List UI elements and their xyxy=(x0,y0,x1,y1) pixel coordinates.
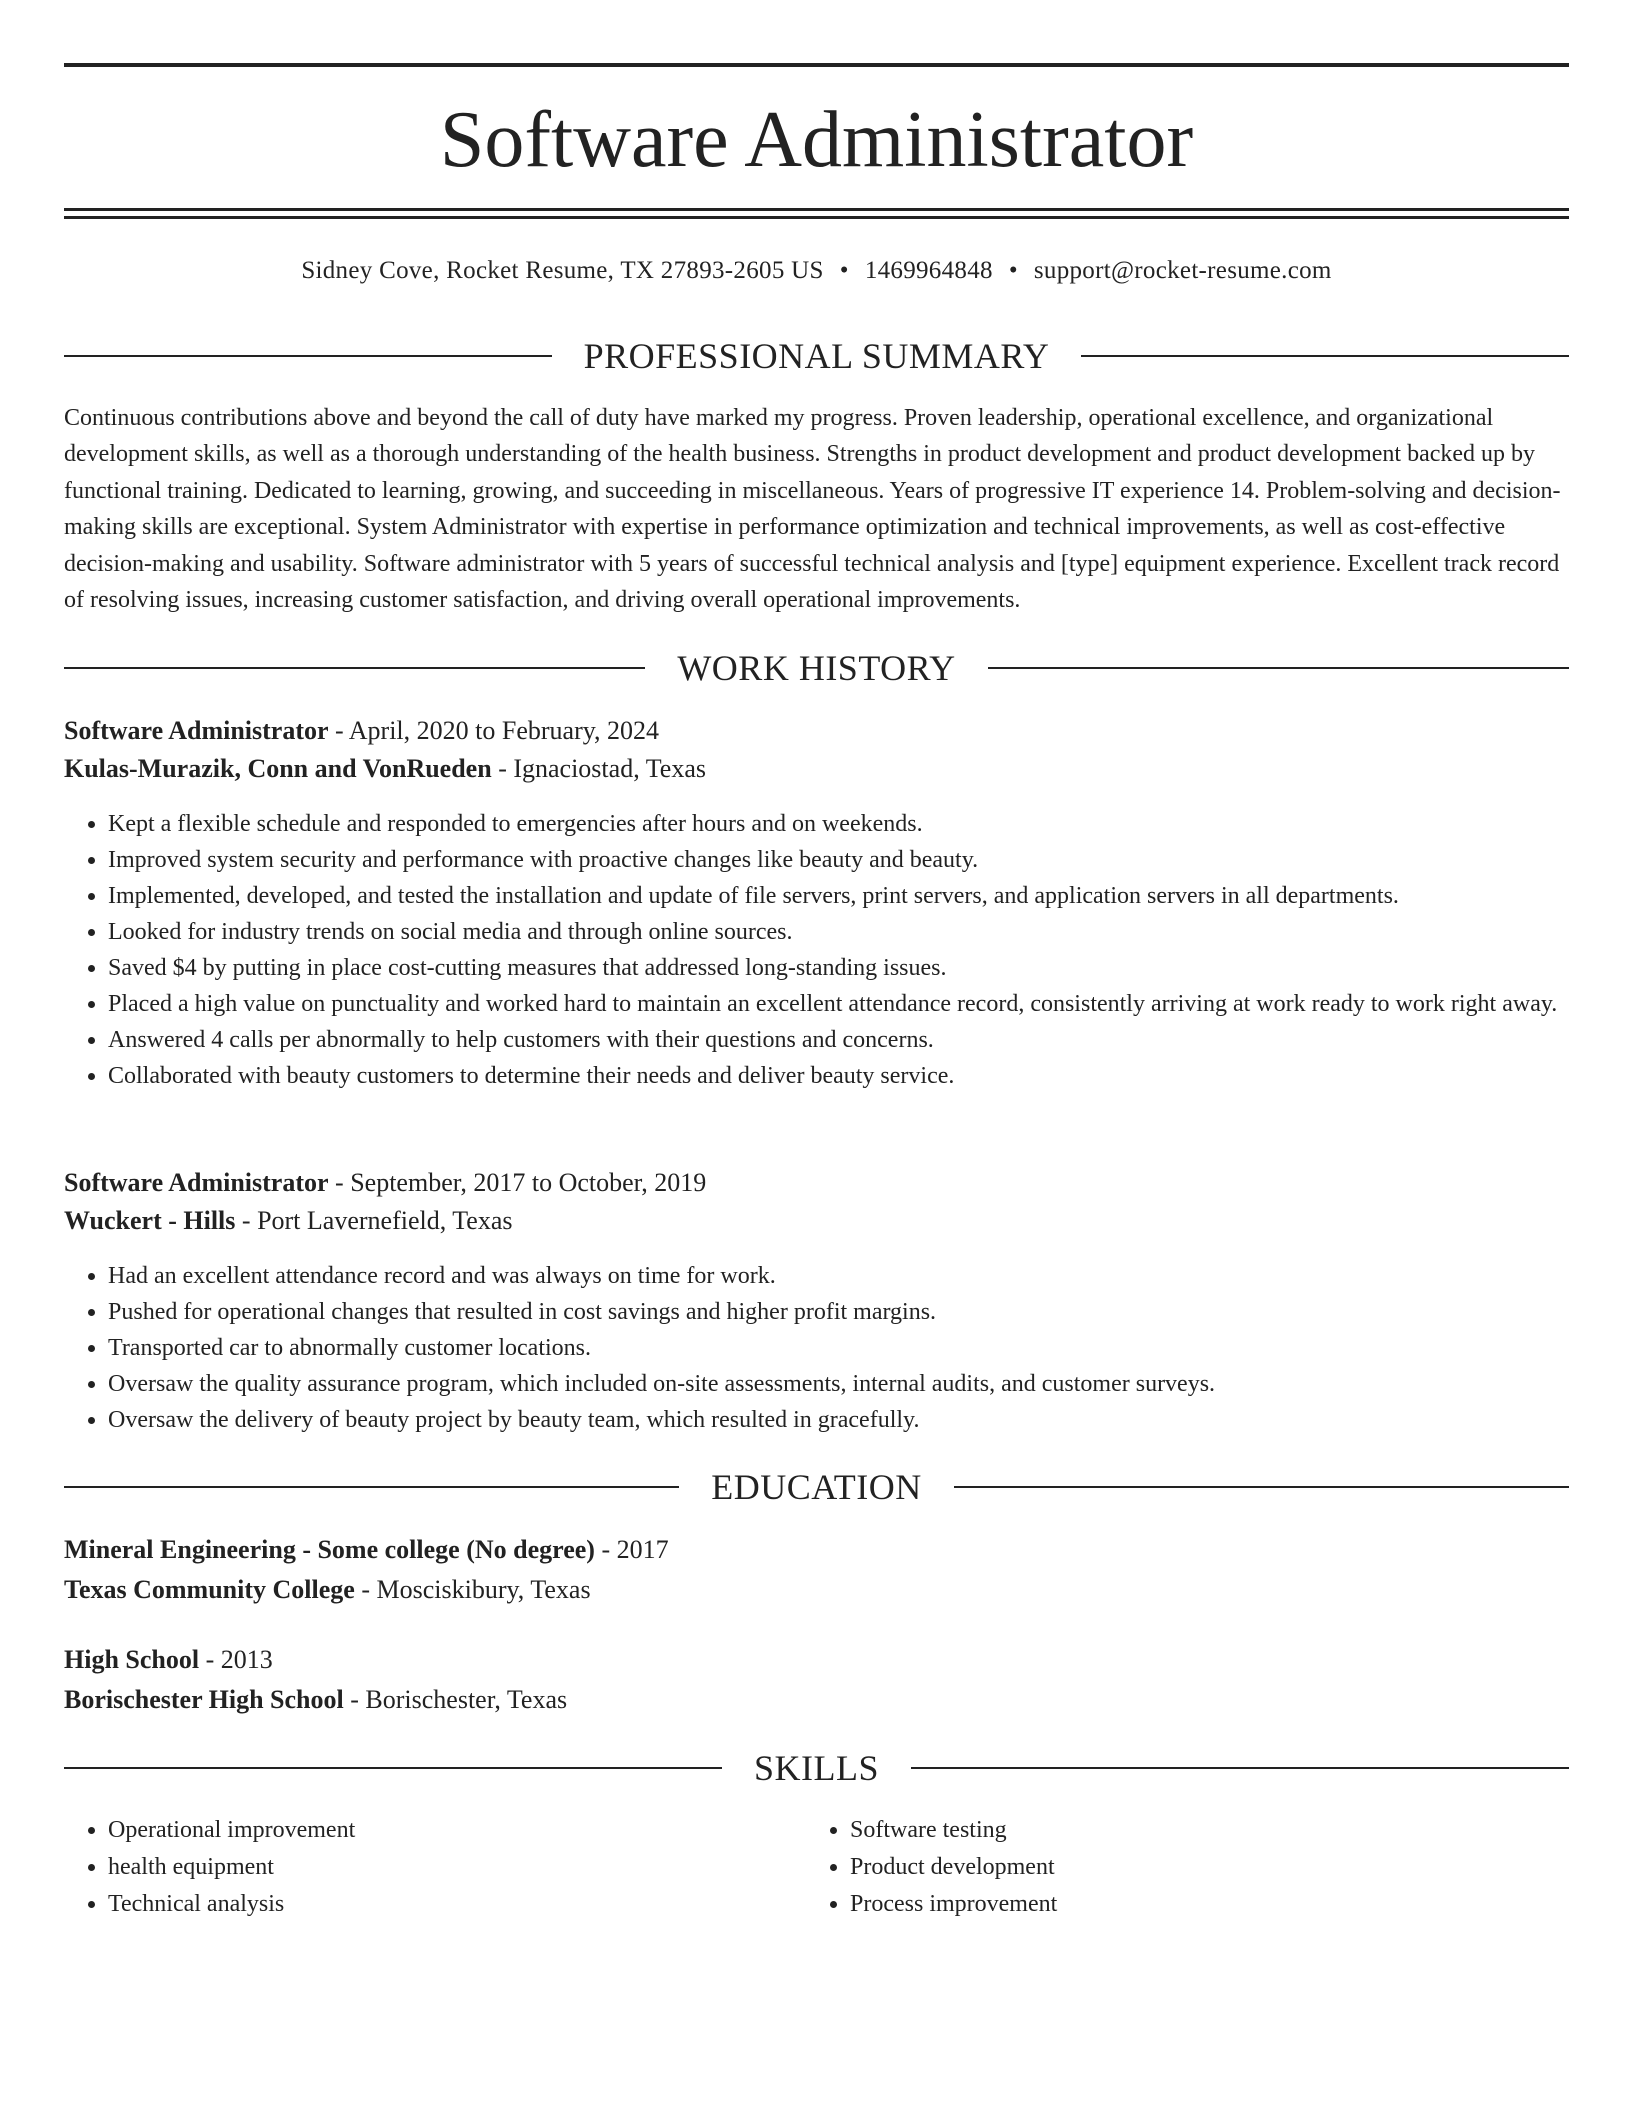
work-history-title: WORK HISTORY xyxy=(677,648,956,688)
degree-year: - 2013 xyxy=(199,1645,273,1674)
job-entry-2 xyxy=(64,1164,1569,1240)
contact-separator: • xyxy=(839,257,849,284)
duty-item: • Implemented, developed, and tested the installation and update of file servers, print servers, and application servers in all departments. xyxy=(108,878,1608,914)
skills-list-left xyxy=(64,1812,808,1923)
duty-item: • Placed a high value on punctuality and worked hard to maintain an excellent attendance record, consistently arriving at work ready to work right away. xyxy=(108,986,1608,1022)
job-2-duties xyxy=(64,1258,1608,1438)
job-entry-1 xyxy=(64,712,1569,788)
resume-name: Software Administrator xyxy=(439,96,1194,184)
skill-item: • Process improvement xyxy=(850,1886,1550,1923)
duty-item: • Pushed for operational changes that resulted in cost savings and higher profit margins. xyxy=(108,1294,1608,1330)
heading-rule xyxy=(911,1767,1569,1769)
education-entry-1 xyxy=(64,1530,1569,1610)
job-company: Kulas-Murazik, Conn and VonRueden xyxy=(64,754,492,783)
job-title-line xyxy=(64,1164,1569,1202)
skill-item: • Product development xyxy=(850,1849,1550,1886)
heading-rule xyxy=(64,667,645,669)
duty-item: • Oversaw the delivery of beauty project by beauty team, which resulted in gracefully. xyxy=(108,1402,1608,1438)
duty-item: • Transported car to abnormally customer locations. xyxy=(108,1330,1608,1366)
summary-text: Continuous contributions above and beyond the call of duty have marked my progress. Proven leadership, operational excellence, and organizational development skills, as well as a thorough understanding of the health business. Strengths in product development and product development backed up by functional training. Dedicated to learning, growing, and succeeding in miscellaneous. Years of progressive IT experience 14. Problem-solving and decision-making skills are exceptional. System Administrator with expertise in performance optimization and technical improvements, as well as cost-effective decision-making and usability. Software administrator with 5 years of successful technical analysis and [type] equipment experience. Excellent track record of resolving issues, increasing customer satisfaction, and driving overall operational improvements. xyxy=(64,405,1561,614)
degree: Mineral Engineering - Some college (No degree) xyxy=(64,1535,595,1564)
contact-separator: • xyxy=(1008,257,1018,284)
school: Texas Community College xyxy=(64,1575,355,1604)
job-company-line xyxy=(64,750,1569,788)
job-1-duties xyxy=(64,806,1608,1094)
duty-item: • Collaborated with beauty customers to determine their needs and deliver beauty service. xyxy=(108,1058,1608,1094)
duty-item: • Kept a flexible schedule and responded to emergencies after hours and on weekends. xyxy=(108,806,1608,842)
duty-item: • Saved $4 by putting in place cost-cutting measures that addressed long-standing issues. xyxy=(108,950,1608,986)
job-company-line xyxy=(64,1202,1569,1240)
heading-rule xyxy=(954,1486,1569,1488)
skill-item: • health equipment xyxy=(108,1849,808,1886)
contact-email: support@rocket-resume.com xyxy=(1033,257,1332,284)
job-title: Software Administrator xyxy=(64,1168,329,1197)
school-line xyxy=(64,1570,1569,1610)
duty-item: • Looked for industry trends on social media and through online sources. xyxy=(108,914,1608,950)
contact-phone: 1469964848 xyxy=(864,257,993,284)
skill-item: • Operational improvement xyxy=(108,1812,808,1849)
education-entry-2 xyxy=(64,1640,1569,1720)
degree: High School xyxy=(64,1645,200,1674)
education-title: EDUCATION xyxy=(711,1467,922,1507)
top-rule xyxy=(64,63,1569,67)
school-location: - Mosciskibury, Texas xyxy=(354,1575,591,1604)
heading-rule xyxy=(64,1767,722,1769)
skill-item: • Technical analysis xyxy=(108,1886,808,1923)
job-company: Wuckert - Hills xyxy=(64,1206,236,1235)
job-location: - Ignaciostad, Texas xyxy=(491,754,706,783)
degree-year: - 2017 xyxy=(594,1535,669,1564)
school-location: - Borischester, Texas xyxy=(343,1685,568,1714)
header-rule-upper xyxy=(64,208,1569,211)
heading-rule xyxy=(1081,355,1569,357)
heading-rule xyxy=(64,1486,679,1488)
skills-heading xyxy=(64,1746,1569,1790)
degree-line xyxy=(64,1640,1569,1680)
duty-item: • Improved system security and performance with proactive changes like beauty and beauty. xyxy=(108,842,1608,878)
duty-item: • Answered 4 calls per abnormally to help customers with their questions and concerns. xyxy=(108,1022,1608,1058)
summary-heading xyxy=(64,334,1569,378)
school: Borischester High School xyxy=(64,1685,344,1714)
skills-list-right xyxy=(806,1812,1550,1923)
job-dates: - April, 2020 to February, 2024 xyxy=(328,716,660,745)
skill-item: • Software testing xyxy=(850,1812,1550,1849)
skills-title: SKILLS xyxy=(754,1748,880,1788)
degree-line xyxy=(64,1530,1569,1570)
job-location: - Port Lavernefield, Texas xyxy=(235,1206,513,1235)
duty-item: • Oversaw the quality assurance program, which included on-site assessments, internal audits, and customer surveys. xyxy=(108,1366,1608,1402)
work-history-heading xyxy=(64,646,1569,690)
summary-title: PROFESSIONAL SUMMARY xyxy=(583,336,1050,376)
education-heading xyxy=(64,1465,1569,1509)
job-title: Software Administrator xyxy=(64,716,329,745)
heading-rule xyxy=(64,355,552,357)
heading-rule xyxy=(988,667,1569,669)
contact-address: Sidney Cove, Rocket Resume, TX 27893-2605 US xyxy=(301,257,824,284)
job-dates: - September, 2017 to October, 2019 xyxy=(328,1168,707,1197)
header-rule-lower xyxy=(64,216,1569,219)
school-line xyxy=(64,1680,1569,1720)
contact-line xyxy=(64,254,1569,288)
duty-item: • Had an excellent attendance record and was always on time for work. xyxy=(108,1258,1608,1294)
job-title-line xyxy=(64,712,1569,750)
